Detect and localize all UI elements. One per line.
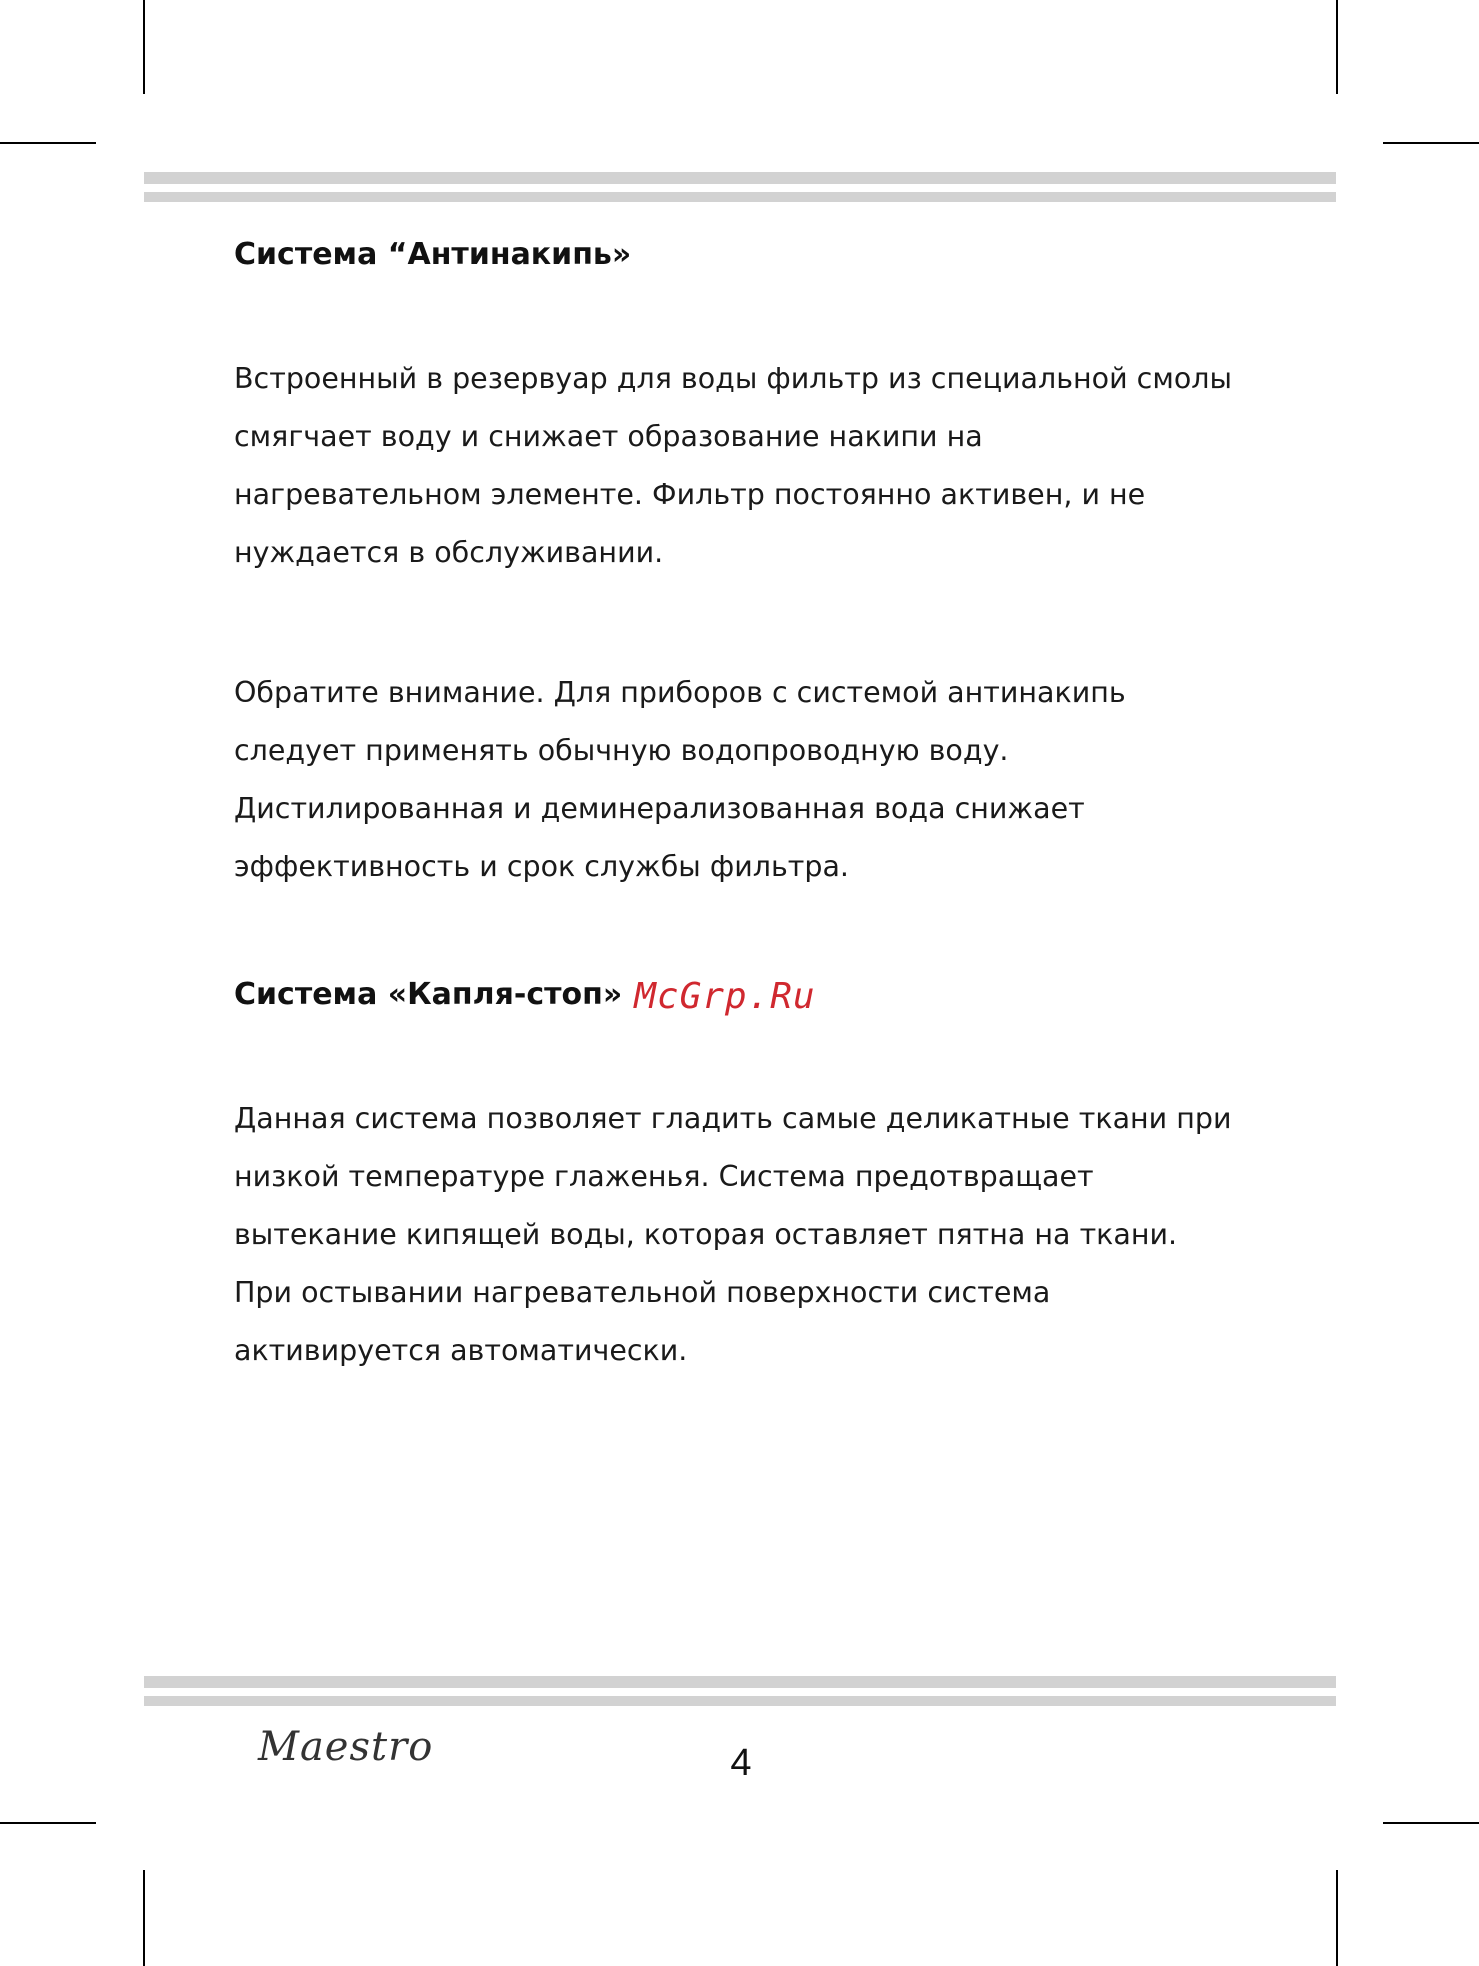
crop-mark-top-right <box>1336 0 1338 94</box>
paragraph-antiscale-filter: Встроенный в резервуар для воды фильтр из специальной смолы смягчает воду и снижает образование накипи на нагревательном элементе. Фильтр постоянно активен, и не нуждается в обслуживании. <box>234 362 1233 569</box>
page-content <box>234 228 1294 1380</box>
watermark-text: McGrp.Ru <box>634 976 816 1017</box>
crop-mark-left-top <box>0 142 96 144</box>
section-heading-drip-stop <box>234 966 1294 1022</box>
header-rule-top <box>144 172 1336 184</box>
drip-stop-heading-text: Система «Капля-стоп» <box>234 977 623 1012</box>
crop-mark-bottom-right <box>1336 1870 1338 1966</box>
crop-mark-right-bottom <box>1383 1822 1479 1824</box>
footer-rule-bottom <box>144 1696 1336 1706</box>
maestro-logo <box>248 1722 434 1788</box>
crop-mark-right-top <box>1383 142 1479 144</box>
crop-mark-bottom-left <box>143 1870 145 1966</box>
crop-mark-top-left <box>143 0 145 94</box>
footer-rule-top <box>144 1676 1336 1688</box>
header-rule-bottom <box>144 192 1336 202</box>
crop-mark-left-bottom <box>0 1822 96 1824</box>
page-number: 4 <box>730 1742 752 1784</box>
paragraph-drip-stop: Данная система позволяет гладить самые деликатные ткани при низкой температуре глаженья. Система предотвращает вытекание кипящей воды, которая оставляет пятна на ткани. При остывании нагревательной поверхности система активируется автоматически. <box>234 1102 1232 1367</box>
section-heading-antiscale: Система “Антинакипь» <box>234 237 632 272</box>
maestro-logo-text: Maestro <box>258 1724 434 1770</box>
paragraph-antiscale-note: Обратите внимание. Для приборов с системой антинакипь следует применять обычную водопроводную воду. Дистилированная и деминерализованная вода снижает эффективность и срок службы фильтра. <box>234 676 1126 883</box>
